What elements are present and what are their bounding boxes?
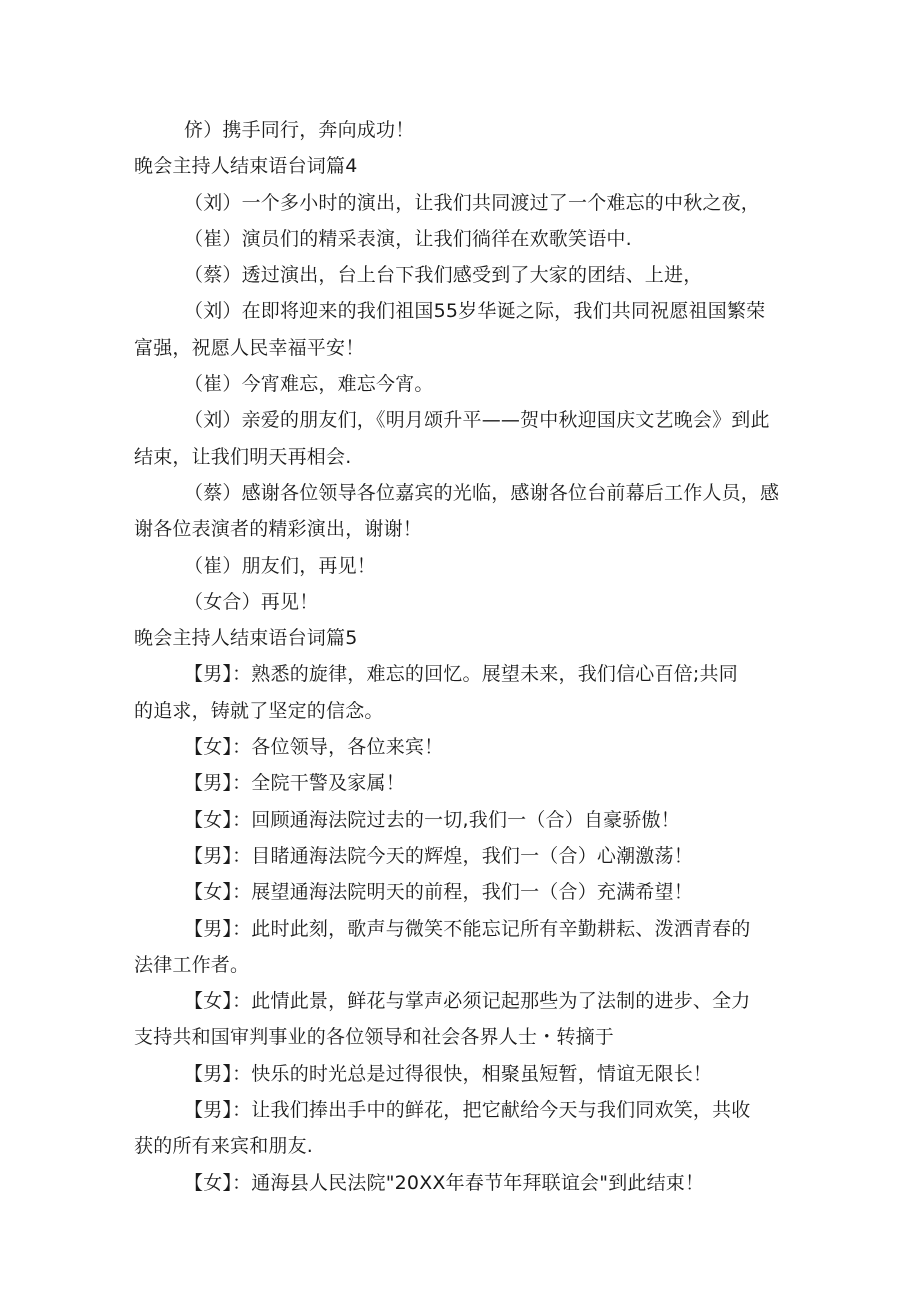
paragraph-line: 获的所有来宾和朋友. (134, 1135, 314, 1158)
paragraph-line: （刘）亲爱的朋友们，《明月颂升平——贺中秋迎国庆文艺晚会》到此 (184, 409, 770, 432)
section-heading: 晚会主持人结束语台词篇5 (134, 627, 358, 650)
paragraph-line: （蔡）感谢各位领导各位嘉宾的光临，感谢各位台前幕后工作人员，感 (184, 481, 780, 504)
paragraph-line: （女合）再见！ (184, 590, 319, 613)
paragraph-line: 富强，祝愿人民幸福平安！ (134, 336, 365, 359)
paragraph-line: 【男】：目睹通海法院今天的辉煌，我们一（合）心潮激荡！ (184, 844, 693, 867)
paragraph-line: 谢各位表演者的精彩演出，谢谢！ (134, 518, 423, 541)
paragraph-line: 【女】：回顾通海法院过去的一切,我们一（合）自豪骄傲！ (184, 808, 680, 831)
paragraph-line: （刘）在即将迎来的我们祖国55岁华诞之际，我们共同祝愿祖国繁荣 (184, 300, 766, 323)
paragraph-line: 支持共和国审判事业的各位领导和社会各界人士・转摘于 (134, 1026, 615, 1049)
paragraph-line: 的追求，铸就了坚定的信念。 (134, 699, 384, 722)
document-body (134, 112, 794, 1201)
paragraph-line: 结束，让我们明天再相会. (134, 445, 352, 468)
paragraph-line: （崔）今宵难忘，难忘今宵。 (184, 373, 434, 396)
paragraph-line: （崔）朋友们，再见！ (184, 554, 377, 577)
paragraph-line: 侪）携手同行，奔向成功！ (184, 119, 415, 141)
paragraph-line: 【男】：让我们捧出手中的鲜花，把它献给今天与我们同欢笑，共收 (184, 1099, 751, 1122)
paragraph-line: 【男】：熟悉的旋律，难忘的回忆。展望未来，我们信心百倍;共同 (184, 663, 738, 686)
paragraph-line: 【女】：展望通海法院明天的前程，我们一（合）充满希望！ (184, 881, 693, 904)
paragraph-line: 【女】：此情此景，鲜花与掌声必须记起那些为了法制的进步、全力 (184, 990, 751, 1013)
paragraph-line: 【男】：快乐的时光总是过得很快，相聚虽短暂，情谊无限长！ (184, 1062, 713, 1085)
paragraph-line: 【女】：各位领导，各位来宾！ (184, 736, 444, 759)
paragraph-line: （崔）演员们的精采表演，让我们徜徉在欢歌笑语中. (184, 227, 632, 250)
paragraph-line: 【男】：全院干警及家属！ (184, 772, 405, 795)
paragraph-line: 【女】：通海县人民法院"20XX年春节年拜联谊会"到此结束！ (184, 1171, 705, 1194)
paragraph-line: 【男】：此时此刻，歌声与微笑不能忘记所有辛勤耕耘、泼洒青春的 (184, 917, 751, 940)
paragraph-line: （刘）一个多小时的演出，让我们共同渡过了一个难忘的中秋之夜， (184, 191, 761, 214)
paragraph-line: （蔡）透过演出，台上台下我们感受到了大家的团结、上进， (184, 264, 703, 287)
section-heading: 晚会主持人结束语台词篇4 (134, 155, 358, 178)
paragraph-line: 法律工作者。 (134, 953, 250, 976)
